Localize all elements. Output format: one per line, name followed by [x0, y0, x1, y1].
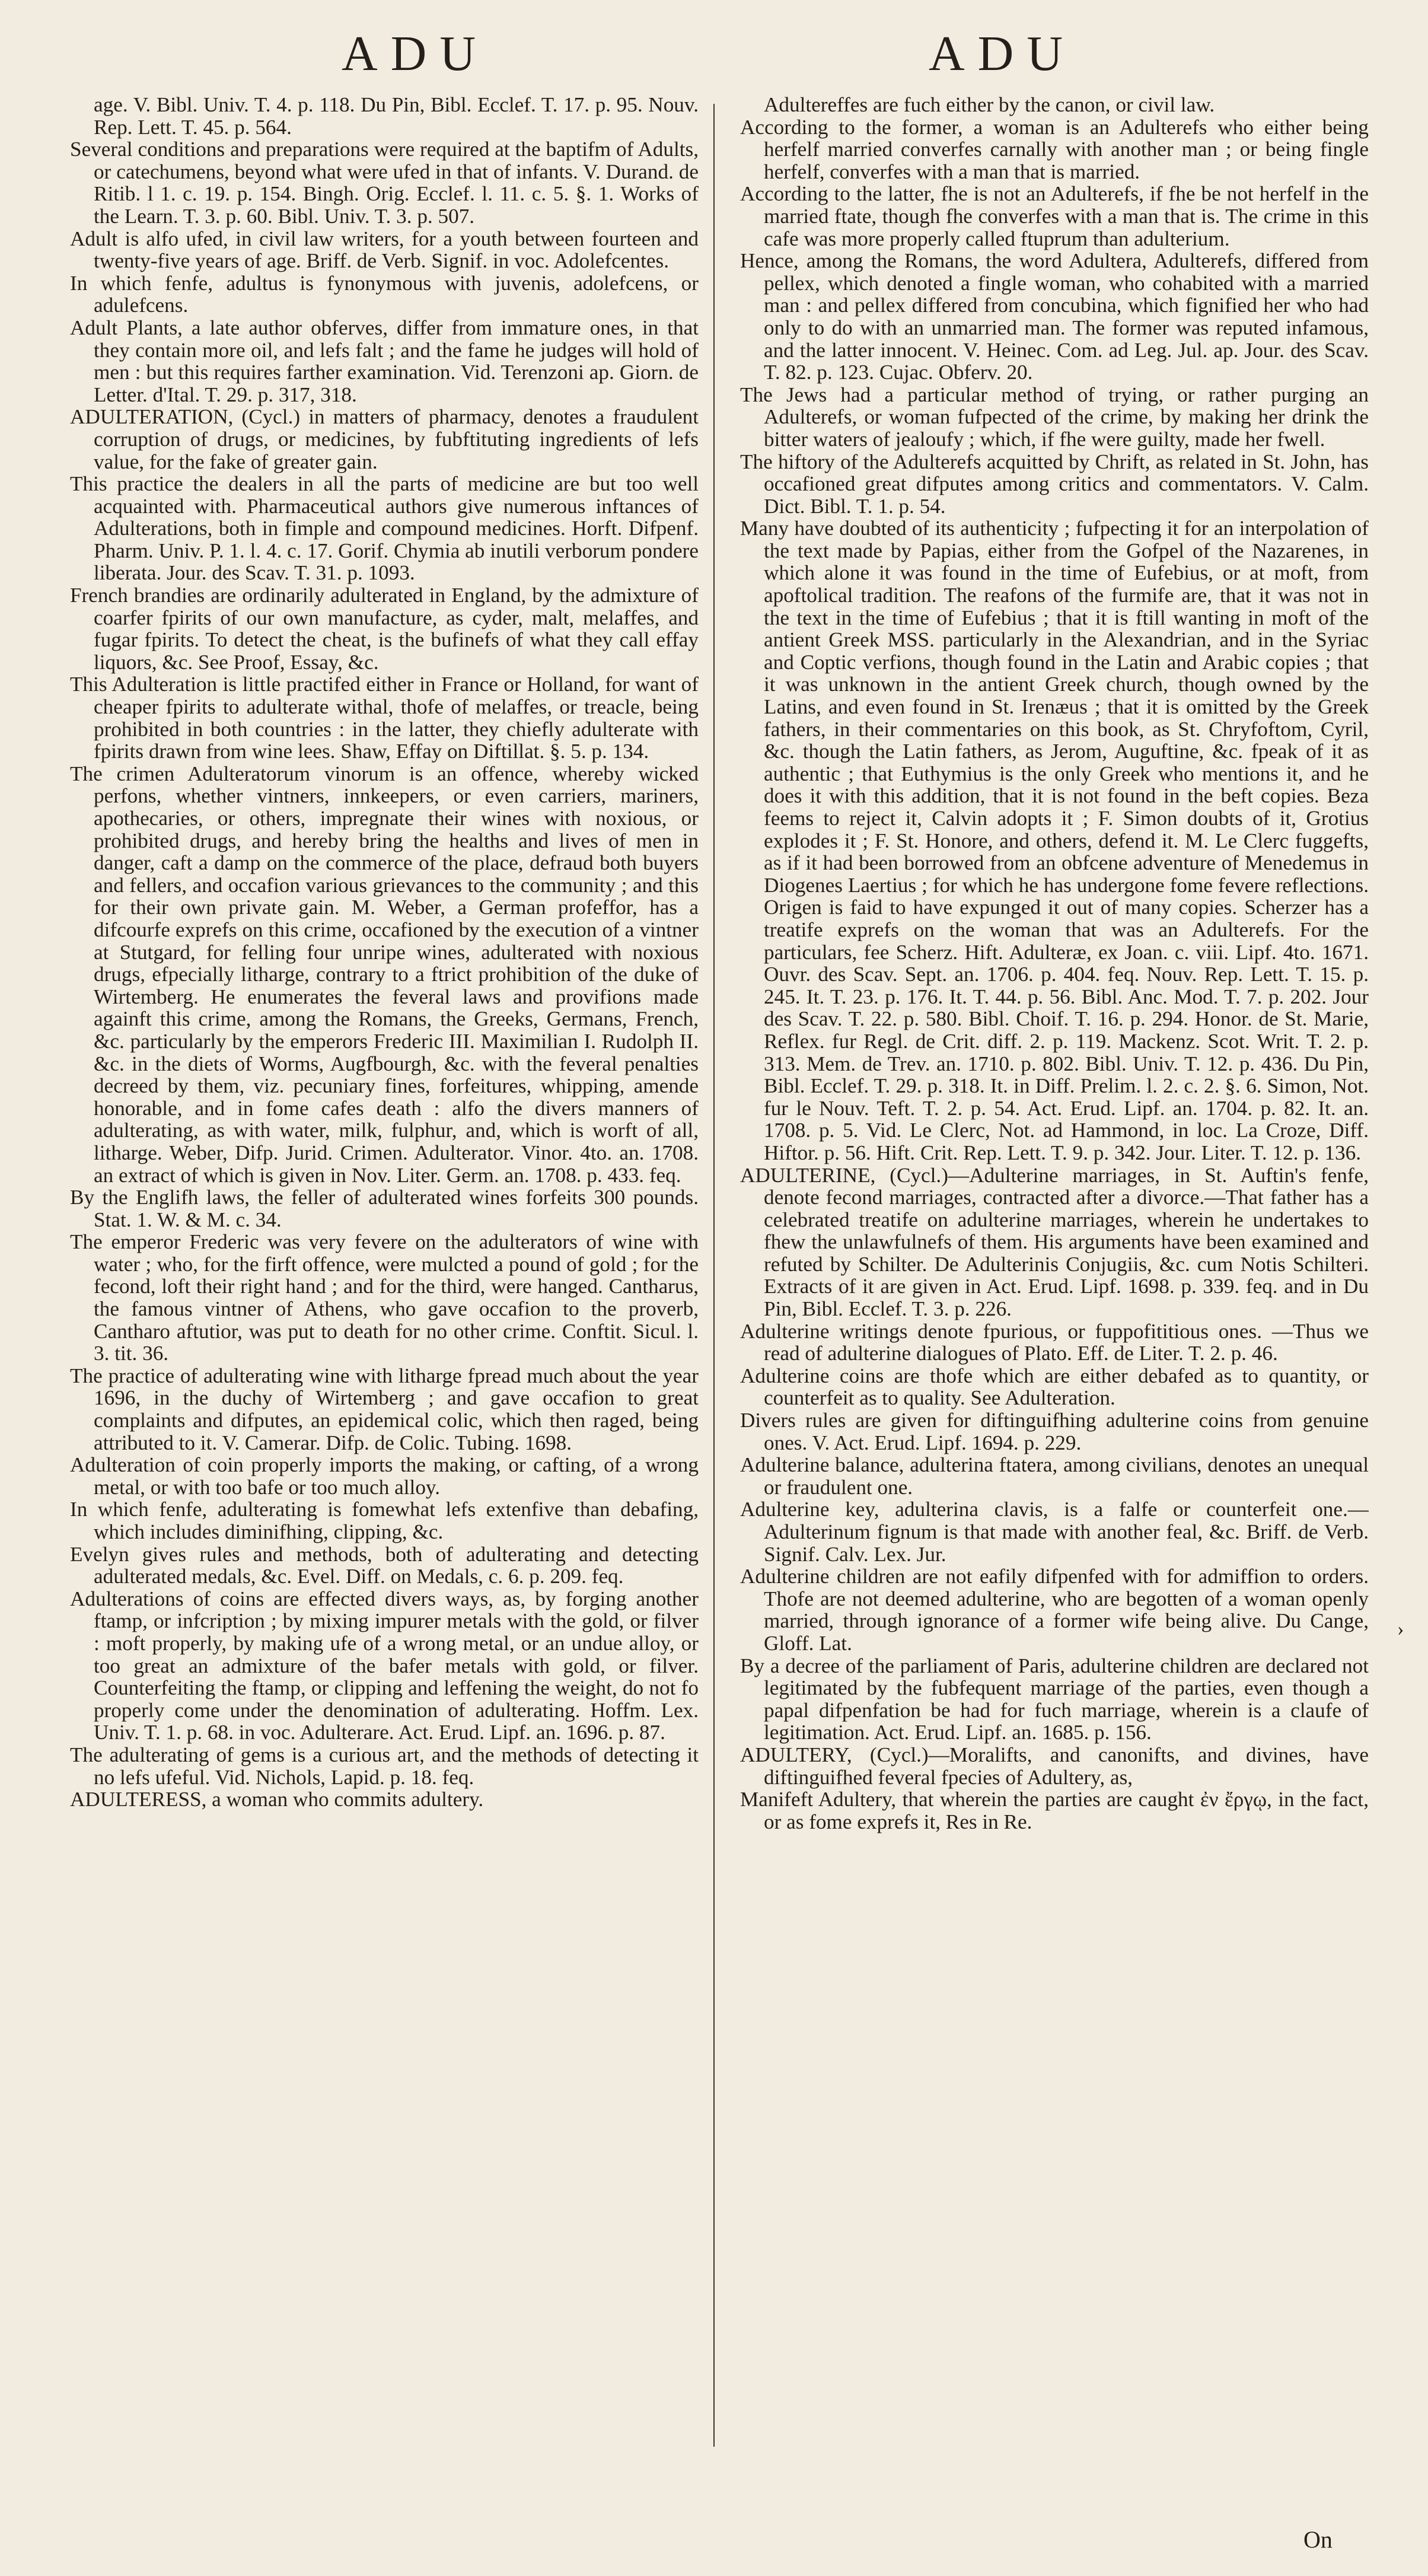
text-paragraph: The crimen Adulteratorum vinorum is an offence, whereby wicked perfons, whether vintners, innkeepers, or even carriers, mariners, apothecaries, or others, impregnate their wines with noxious, or prohibited drugs, and hereby bring the healths and lives of men in danger, caft a damp on the commerce of the place, defraud both buyers and fellers, and occafion various grievances to the community ; and this for their own private gain. M. Weber, a German profeffor, has a difcourfe exprefs on this crime, occafioned by the execution of a vintner at Stutgard, for felling four unripe wines, adulterated with noxious drugs, efpecially litharge, contrary to a ftrict prohibition of the duke of Wirtemberg. He enumerates the feveral laws and provifions made againft this crime, among the Romans, the Greeks, Germans, French, &c. particularly by the emperors Frederic III. Maximilian I. Rudolph II. &c. in the diets of Worms, Augfbourgh, &c. with the feveral penalties decreed by them, viz. pecuniary fines, forfeitures, whipping, amende honorable, and in fome cafes death : alfo the divers manners of adulterating, as with water, milk, fulphur, and, which is worft of all, litharge. Weber, Difp. Jurid. Crimen. Adulterator. Vinor. 4to. an. 1708. an extract of which is given in Nov. Liter. Germ. an. 1708. p. 433. feq.: [70, 762, 699, 1187]
text-paragraph: Evelyn gives rules and methods, both of adulterating and detecting adulterated medals, &c. Evel. Diff. on Medals, c. 6. p. 209. feq.: [70, 1542, 699, 1588]
text-paragraph: Adultereffes are fuch either by the canon, or civil law.: [764, 94, 1215, 116]
entry-paragraph: ADULTERINE, (Cycl.)—Adulterine marriages, in St. Auftin's fenfe, denote fecond marriages, contracted after a divorce.—That father has a celebrated treatife on adulterine marriages, wherein he undertakes to fhew the unlawfulnefs of them. His arguments have been examined and refuted by Schilter. De Adulterinis Conjugiis, &c. cum Notis Schilteri. Extracts of it are given in Act. Erud. Lipf. 1698. p. 339. feq. and in Du Pin, Bibl. Ecclef. T. 3. p. 226.: [740, 1163, 1369, 1321]
text-paragraph: This practice the dealers in all the parts of medicine are but too well acquainted with. Pharmaceutical authors give numerous inftances of Adulterations, both in fimple and compound medicines. Horft. Difpenf. Pharm. Univ. P. 1. l. 4. c. 17. Gorif. Chymia ab inutili verborum pondere liberata. Jour. des Scav. T. 31. p. 1093.: [70, 472, 699, 585]
text-paragraph: According to the former, a woman is an Adulterefs who either being herfelf married converfes carnally with another man ; or being fingle herfelf, converfes with a man that is married.: [740, 115, 1369, 183]
text-paragraph: This Adulteration is little practifed either in France or Holland, for want of cheaper fpirits to adulterate withal, thofe of melaffes, or treacle, being prohibited in both countries : in the latter, they chiefly adulterate with fpirits drawn from wine lees. Shaw, Effay on Diftillat. §. 5. p. 134.: [70, 673, 699, 763]
text-paragraph: In which fenfe, adulterating is fomewhat lefs extenfive than debafing, which includes diminifhing, clipping, &c.: [70, 1498, 699, 1543]
text-paragraph: Divers rules are given for diftinguifhing adulterine coins from genuine ones. V. Act. Erud. Lipf. 1694. p. 229.: [740, 1409, 1369, 1454]
text-paragraph: Many have doubted of its authenticity ; fufpecting it for an interpolation of the text made by Papias, either from the Gofpel of the Nazarenes, in which alone it was found in the time of Eufebius, or at moft, from apoftolical tradition. The reafons of the furmife are, that it was not in the text in the time of Eufebius ; that it is ftill wanting in moft of the antient Greek MSS. particularly in the Alexandrian, and in the Syriac and Coptic verfions, though found in the Latin and Arabic copies ; that it was unknown in the antient Greek church, though owned by the Latins, and even found in St. Irenæus ; that it is omitted by the Greek fathers, in their commentaries on this book, as St. Chryfoftom, Cyril, &c. though the Latin fathers, as Jerom, Auguftine, &c. fpeak of it as authentic ; that Euthymius is the only Greek who mentions it, and he does it with this addition, that it is not found in the beft copies. Beza feems to reject it, Calvin adopts it ; F. Simon doubts of it, Grotius explodes it ; F. St. Honore, and others, defend it. M. Le Clerc fuggefts, as if it had been borrowed from an obfcene adventure of Menedemus in Diogenes Laertius ; for which he has undergone fome fevere reflections. Origen is faid to have expunged it out of many copies. Scherzer has a treatife exprefs on the woman that was an Adulterefs. For the particulars, fee Scherz. Hift. Adulteræ, ex Joan. c. viii. Lipf. 4to. 1671. Ouvr. des Scav. Sept. an. 1706. p. 404. feq. Nouv. Rep. Lett. T. 15. p. 245. It. T. 23. p. 176. It. T. 44. p. 56. Bibl. Anc. Mod. T. 7. p. 202. Jour des Scav. T. 22. p. 580. Bibl. Choif. T. 16. p. 294. Honor. de St. Marie, Reflex. fur Regl. de Crit. diff. 2. p. 119. Mackenz. Scot. Writ. T. 2. p. 313. Mem. de Trev. an. 1710. p. 802. Bibl. Univ. T. 12. p. 436. Du Pin, Bibl. Ecclef. T. 29. p. 318. It. in Diff. Prelim. l. 2. c. 2. §. 6. Simon, Not. fur le Nouv. Teft. T. 2. p. 54. Act. Erud. Lipf. an. 1704. p. 82. It. an. 1708. p. 5. Vid. Le Clerc, Not. ad Hammond, in loc. La Croze, Diff. Hiftor. p. 56. Hift. Crit. Rep. Lett. T. 9. p. 342. Jour. Liter. T. 12. p. 136.: [740, 517, 1369, 1164]
text-paragraph: Hence, among the Romans, the word Adultera, Adulterefs, differed from pellex, which denoted a fingle woman, who cohabited with a married man : and pellex differed from concubina, which fignified her who had only to do with an unmarried man. The former was reputed infamous, and the latter innocent. V. Heinec. Com. ad Leg. Jul. ap. Jour. des Scav. T. 82. p. 123. Cujac. Obferv. 20.: [740, 249, 1369, 384]
text-paragraph: In which fenfe, adultus is fynonymous with juvenis, adolefcens, or adulefcens.: [70, 271, 699, 317]
column-divider: [713, 104, 715, 2447]
entry-paragraph: Adulterine children are not eafily difpenfed with for admiffion to orders. Thofe are not deemed adulterine, who are begotten of a woman openly married, through ignorance of a former wife being alive. Du Cange, Gloff. Lat.: [740, 1565, 1369, 1655]
entry-paragraph: ADULTERATION, (Cycl.) in matters of pharmacy, denotes a fraudulent corruption of drugs, or medicines, by fubftituting ingredients of lefs value, for the fake of greater gain.: [70, 405, 699, 473]
text-paragraph: French brandies are ordinarily adulterated in England, by the admixture of coarfer fpirits of our own manufacture, as cyder, malt, melaffes, and fugar fpirits. To detect the cheat, is the bufinefs of what they call effay liquors, &c. See Proof, Essay, &c.: [70, 584, 699, 674]
entry-paragraph: Adulteration of coin properly imports the making, or cafting, of a wrong metal, or with too bafe or too much alloy.: [70, 1453, 699, 1499]
text-paragraph: By a decree of the parliament of Paris, adulterine children are declared not legitimated by the fubfequent marriage of the parties, even though a papal difpenfation be had for fuch marriage, wherein is a claufe of legitimation. Act. Erud. Lipf. an. 1685. p. 156.: [740, 1654, 1369, 1744]
entry-paragraph: Adulterine key, adulterina clavis, is a falfe or counterfeit one.—Adulterinum fignum is that made with another feal, &c. Briff. de Verb. Signif. Calv. Lex. Jur.: [740, 1498, 1369, 1566]
text-paragraph: The adulterating of gems is a curious art, and the methods of detecting it no lefs ufeful. Vid. Nichols, Lapid. p. 18. feq.: [70, 1743, 699, 1789]
entry-paragraph: ADULTERY, (Cycl.)—Moralifts, and canonifts, and divines, have diftinguifhed feveral fpecies of Adultery, as,: [740, 1743, 1369, 1789]
left-column: [70, 94, 699, 2537]
text-paragraph: According to the latter, fhe is not an Adulterefs, if fhe be not herfelf in the married ftate, though fhe converfes with a man that is. The crime in this cafe was more properly called ftuprum than adulterium.: [740, 182, 1369, 250]
text-paragraph: Several conditions and preparations were required at the baptifm of Adults, or catechumens, beyond what were ufed in that of infants. V. Durand. de Ritib. l 1. c. 19. p. 154. Bingh. Orig. Ecclef. l. 11. c. 5. §. 1. Works of the Learn. T. 3. p. 60. Bibl. Univ. T. 3. p. 507.: [70, 138, 699, 228]
catchword: On: [1303, 2526, 1333, 2553]
text-paragraph: The Jews had a particular method of trying, or rather purging an Adulterefs, or woman fufpected of the crime, by making her drink the bitter waters of jealoufy ; which, if fhe were guilty, made her fwell.: [740, 383, 1369, 451]
entry-paragraph: Adult Plants, a late author obferves, differ from immature ones, in that they contain more oil, and lefs falt ; and the fame he judges will hold of men : but this requires farther examination. Vid. Terenzoni ap. Giorn. de Letter. d'Ital. T. 29. p. 317, 318.: [70, 316, 699, 406]
text-paragraph: age. V. Bibl. Univ. T. 4. p. 118. Du Pin, Bibl. Ecclef. T. 17. p. 95. Nouv. Rep. Lett. T. 45. p. 564.: [94, 94, 699, 139]
entry-paragraph: Adult is alfo ufed, in civil law writers, for a youth between fourteen and twenty-five years of age. Briff. de Verb. Signif. in voc. Adolefcentes.: [70, 227, 699, 273]
text-paragraph: The practice of adulterating wine with litharge fpread much about the year 1696, in the duchy of Wirtemberg ; and gave occafion to great complaints and difputes, an epidemical colic, which then raged, being attributed to it. V. Camerar. Difp. de Colic. Tubing. 1698.: [70, 1364, 699, 1454]
text-paragraph: The emperor Frederic was very fevere on the adulterators of wine with water ; who, for the firft offence, were mulcted a pound of gold ; for the fecond, loft their right hand ; and for the third, were hanged. Cantharus, the famous vintner of Athens, who gave occafion to the proverb, Cantharo aftutior, was put to death for no other crime. Conftit. Sicul. l. 3. tit. 36.: [70, 1230, 699, 1365]
text-paragraph: The hiftory of the Adulterefs acquitted by Chrift, as related in St. John, has occafioned great difputes among critics and commentators. V. Calm. Dict. Bibl. T. 1. p. 54.: [740, 450, 1369, 518]
entry-paragraph: Adulterine writings denote fpurious, or fuppofititious ones. —Thus we read of adulterine dialogues of Plato. Eff. de Liter. T. 2. p. 46.: [740, 1319, 1369, 1365]
entry-paragraph: Adulterine coins are thofe which are either debafed as to quantity, or counterfeit as to quality. See Adulteration.: [740, 1364, 1369, 1410]
running-head-right: ADU: [929, 26, 1076, 81]
right-column: [740, 94, 1369, 2537]
entry-paragraph: ADULTERESS, a woman who commits adultery.: [70, 1788, 484, 1811]
text-paragraph: Adulterations of coins are effected divers ways, as, by forging another ftamp, or infcription ; by mixing impurer metals with the gold, or filver : moft properly, by making ufe of a wrong metal, or an undue alloy, or too great an admixture of the bafer metals with gold, or filver. Counterfeiting the ftamp, or clipping and leffening the weight, do not fo properly come under the denomination of adulterating. Hoffm. Lex. Univ. T. 1. p. 68. in voc. Adulterare. Act. Erud. Lipf. an. 1696. p. 87.: [70, 1587, 699, 1744]
entry-paragraph: Adulterine balance, adulterina ftatera, among civilians, denotes an unequal or fraudulent one.: [740, 1453, 1369, 1499]
text-paragraph: By the Englifh laws, the feller of adulterated wines forfeits 300 pounds. Stat. 1. W. & M. c. 34.: [70, 1186, 699, 1231]
entry-paragraph: Manifeft Adultery, that wherein the parties are caught ἐν ἔργῳ, in the fact, or as fome exprefs it, Res in Re.: [740, 1788, 1369, 1833]
running-head-left: ADU: [342, 26, 489, 81]
margin-mark: ›: [1397, 1618, 1404, 1640]
